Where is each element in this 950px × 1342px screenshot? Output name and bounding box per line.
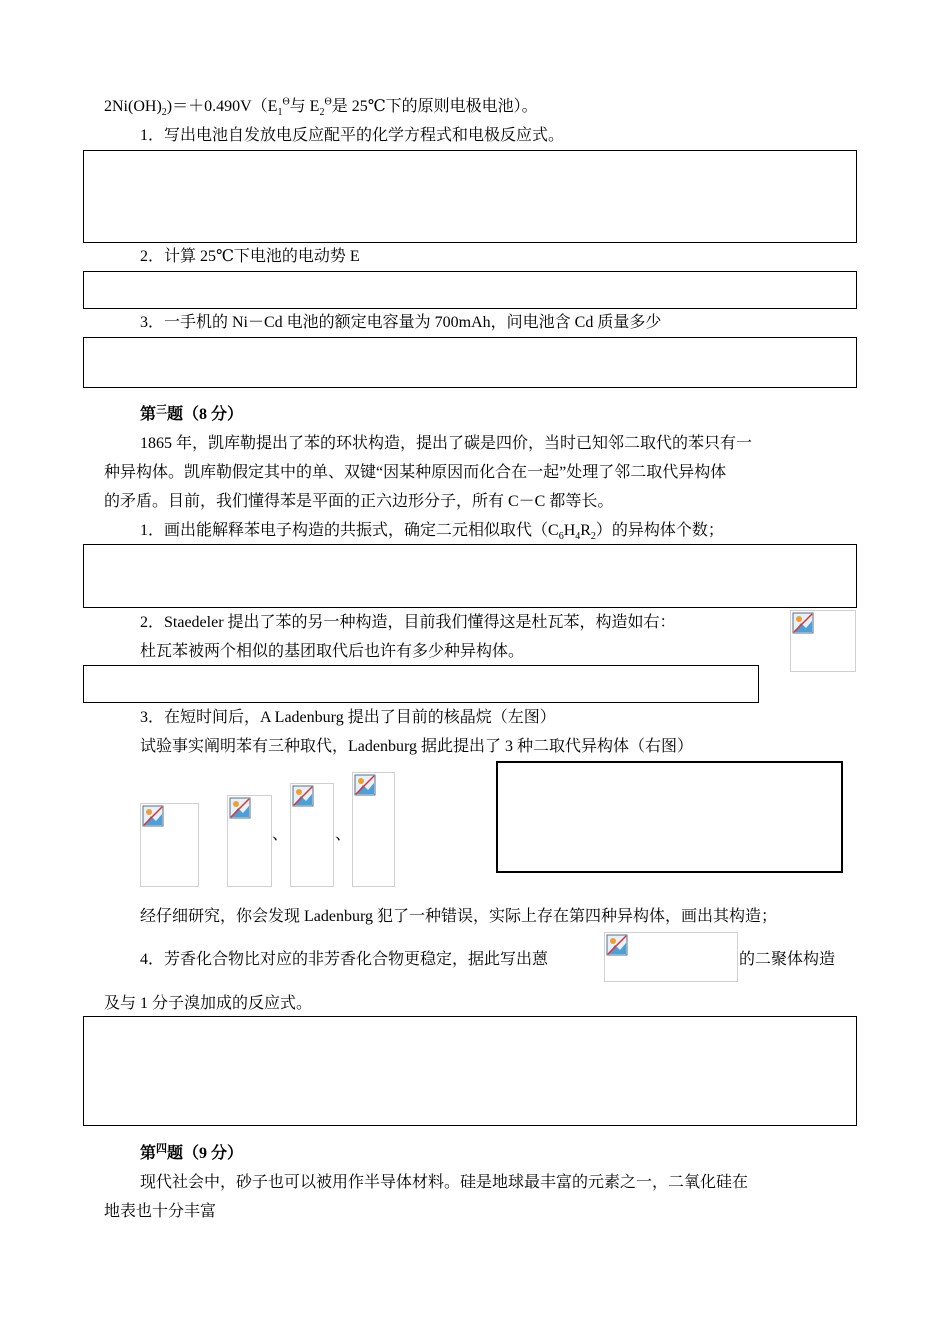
- paragraph-line-2: 种异构体。凯库勒假定其中的单、双键“因某种原因而化合在一起”处理了邻二取代异构体: [104, 464, 727, 481]
- answer-box-7[interactable]: [83, 1016, 857, 1126]
- paragraph-line-3: 的矛盾。目前，我们懂得苯是平面的正六边形分子，所有 C－C 都等长。: [104, 493, 614, 510]
- sub-question-2: 2．Staedeler 提出了苯的另一种构造，目前我们懂得这是杜瓦苯，构造如右：: [140, 614, 676, 631]
- sub-question-4-cont: 的二聚体构造: [739, 951, 836, 968]
- sub-question-4: 4．芳香化合物比对应的非芳香化合物更稳定，据此写出蒽: [140, 951, 549, 968]
- question-2: 2．计算 25℃下电池的电动势 E: [140, 248, 360, 265]
- separator-2: 、: [335, 826, 352, 843]
- answer-box-4[interactable]: [83, 544, 857, 608]
- separator-1: 、: [272, 826, 289, 843]
- prismane-image: [140, 803, 199, 887]
- broken-image-icon: [606, 934, 628, 956]
- isomer-image-3: [352, 772, 395, 887]
- broken-image-icon: [792, 612, 814, 634]
- isomer-image-2: [290, 783, 334, 887]
- sub-question-3-note: 经仔细研究，你会发现 Ladenburg 犯了一种错误，实际上存在第四种异构体，画出其构造；: [140, 908, 778, 925]
- answer-box-5[interactable]: [83, 665, 759, 703]
- answer-box-1[interactable]: [83, 150, 857, 243]
- isomer-image-1: [227, 795, 272, 887]
- broken-image-icon: [354, 774, 376, 796]
- question-3: 3．一手机的 Ni－Cd 电池的额定电容量为 700mAh，问电池含 Cd 质量多少: [140, 314, 662, 331]
- sub-question-3: 3．在短时间后，A Ladenburg 提出了目前的核晶烷（左图）: [140, 709, 556, 726]
- broken-image-icon: [142, 805, 164, 827]
- paragraph-line-5: 地表也十分丰富: [104, 1203, 217, 1220]
- sub-question-1: 1．画出能解释苯电子构造的共振式，确定二元相似取代$(C_6H_4R_2)$的异构体个数；: [140, 522, 724, 543]
- anthracene-image: [604, 932, 738, 982]
- section-4-heading: 第$^四$题（9 分）: [140, 1143, 244, 1162]
- paragraph-line-1: 1865 年，凯库勒提出了苯的环状构造，提出了碳是四价，当时已知邻二取代的苯只有一: [140, 435, 753, 452]
- equation-line: $2Ni(OH)_2)=+0.490V(E_1^\Theta$与 $E_2^\Theta$是 25℃下的原则电极电池）。: [104, 96, 538, 119]
- sub-question-3-cont: 试验事实阐明苯有三种取代，Ladenburg 据此提出了 3 种二取代异构体（右图）: [140, 738, 694, 755]
- answer-box-3[interactable]: [83, 337, 857, 388]
- answer-box-6[interactable]: [496, 761, 843, 873]
- sub-question-4-end: 及与 1 分子溴加成的反应式。: [104, 995, 313, 1012]
- section-3-heading: 第$^三$题（8 分）: [140, 404, 244, 423]
- dewar-benzene-image: [790, 610, 856, 672]
- broken-image-icon: [292, 785, 314, 807]
- broken-image-icon: [229, 797, 251, 819]
- paragraph-line-4: 现代社会中，砂子也可以被用作半导体材料。硅是地球最丰富的元素之一，二氧化硅在: [140, 1174, 749, 1191]
- sub-question-2-cont: 杜瓦苯被两个相似的基团取代后也许有多少种异构体。: [140, 643, 525, 660]
- answer-box-2[interactable]: [83, 271, 857, 309]
- question-1: 1．写出电池自发放电反应配平的化学方程式和电极反应式。: [140, 127, 565, 144]
